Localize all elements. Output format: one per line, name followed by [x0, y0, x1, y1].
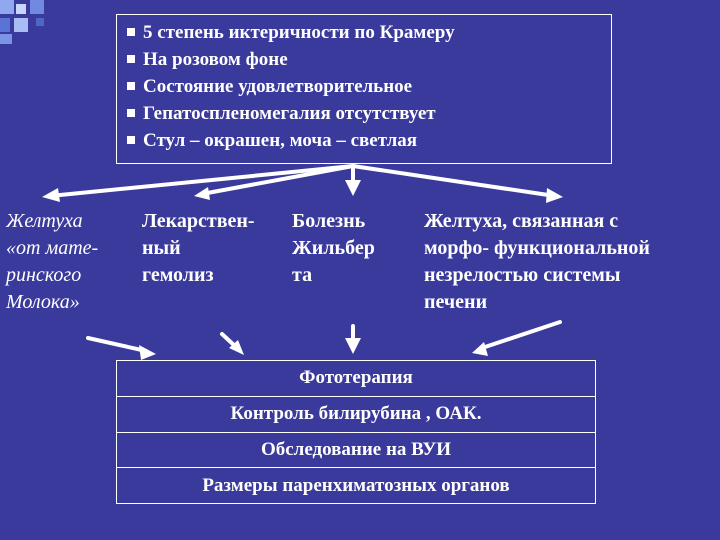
diagnosis-immaturity-jaundice: Желтуха, связанная с морфо- функциональной незрелостью системы печени [424, 210, 650, 313]
finding-item: Стул – окрашен, моча – светлая [127, 127, 611, 154]
management-box [116, 360, 596, 504]
arrow-col4-to-bottom [482, 322, 560, 348]
management-row: Контроль билирубина , ОАК. [117, 396, 595, 432]
finding-item: 5 степень иктеричности по Крамеру [127, 19, 611, 46]
diagnosis-breast-milk-jaundice: Желтуха «от мате- ринского Молока» [6, 210, 99, 313]
arrowhead [345, 180, 361, 196]
management-row: Фототерапия [299, 367, 413, 389]
arrowhead [472, 342, 488, 356]
finding-item: Гепатоспленомегалия отсутствует [127, 100, 611, 127]
management-row: Размеры паренхиматозных органов [117, 467, 595, 503]
arrowhead [42, 188, 60, 202]
arrow-col1-to-bottom [88, 338, 146, 351]
arrowhead [345, 338, 361, 354]
diagnosis-drug-hemolysis: Лекарствен- ный гемолиз [142, 210, 255, 286]
arrowhead [194, 187, 210, 200]
arrow-top-to-col4 [353, 166, 555, 196]
arrowhead [546, 188, 563, 203]
diagnosis-gilbert-disease: Болезнь Жильбер та [292, 210, 375, 286]
finding-item: Состояние удовлетворительное [127, 73, 611, 100]
arrowhead [139, 345, 156, 360]
management-row: Обследование на ВУИ [117, 432, 595, 468]
finding-item: На розовом фоне [127, 46, 611, 73]
